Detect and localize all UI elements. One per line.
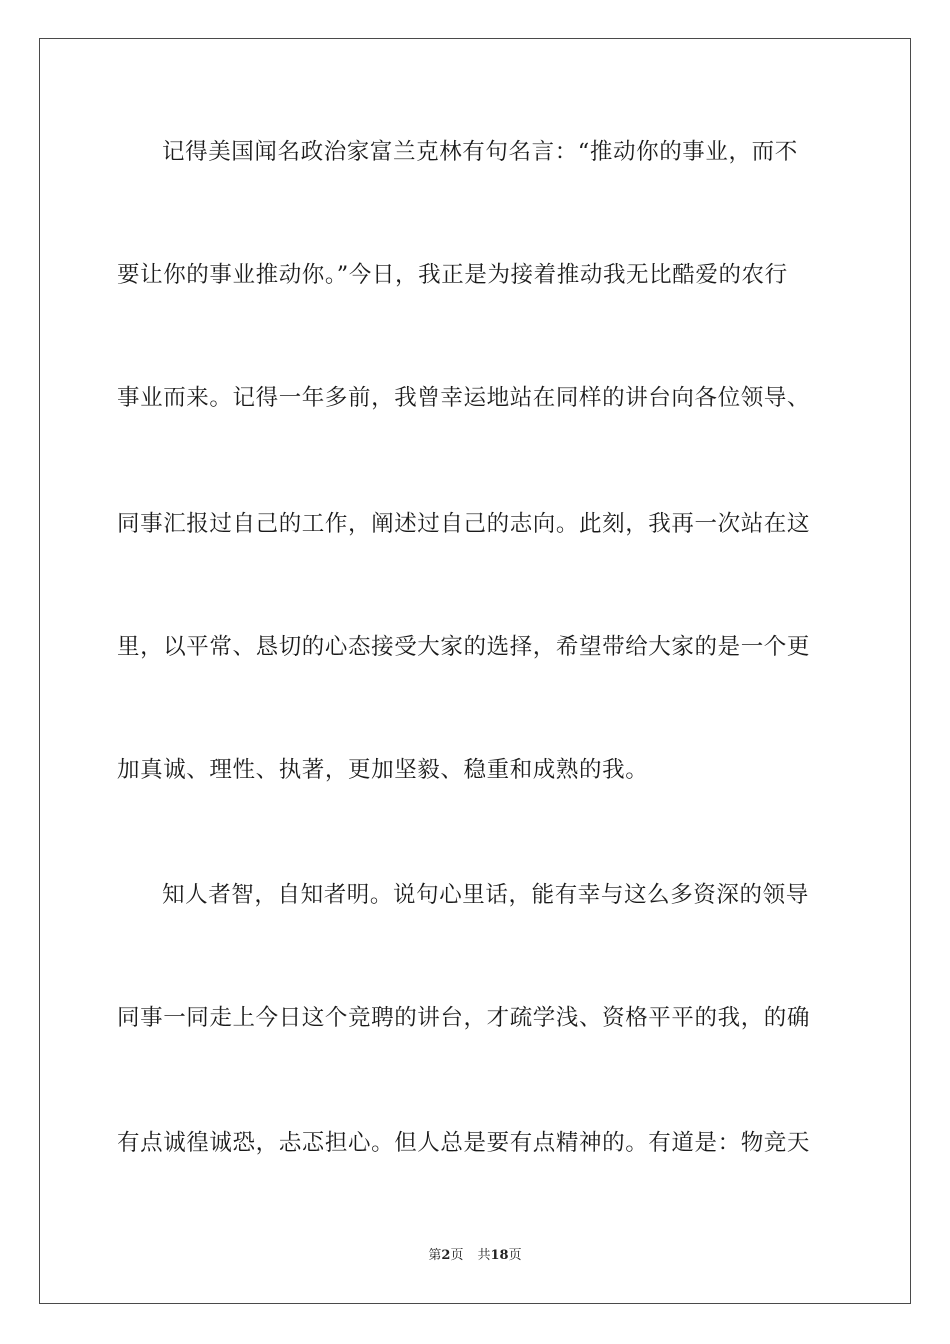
paragraph-2-line-2: 同事一同走上今日这个竞聘的讲台，才疏学浅、资格平平的我，的确 bbox=[117, 1005, 811, 1031]
paragraph-2-line-1: 知人者智，自知者明。说句心里话，能有幸与这么多资深的领导 bbox=[162, 882, 809, 908]
total-pages: 18 bbox=[490, 1248, 509, 1263]
page-footer bbox=[0, 1247, 950, 1265]
page-border bbox=[39, 38, 911, 1304]
page-number: 2 bbox=[441, 1248, 451, 1263]
total-prefix: 共 bbox=[477, 1248, 491, 1263]
paragraph-1-line-1: 记得美国闻名政治家富兰克林有句名言：“推动你的事业，而不 bbox=[162, 139, 798, 165]
total-suffix: 页 bbox=[508, 1248, 522, 1263]
page-suffix: 页 bbox=[450, 1248, 464, 1263]
paragraph-2-line-3: 有点诚徨诚恐，忐忑担心。但人总是要有点精神的。有道是：物竞天 bbox=[117, 1130, 811, 1156]
paragraph-1-line-5: 里，以平常、恳切的心态接受大家的选择，希望带给大家的是一个更 bbox=[117, 634, 811, 660]
paragraph-1-line-2: 要让你的事业推动你。”今日，我正是为接着推动我无比酷爱的农行 bbox=[117, 262, 788, 288]
paragraph-1-line-3: 事业而来。记得一年多前，我曾幸运地站在同样的讲台向各位领导、 bbox=[117, 385, 811, 411]
paragraph-1-line-6: 加真诚、理性、执著，更加坚毅、稳重和成熟的我。 bbox=[117, 757, 649, 783]
page-prefix: 第 bbox=[428, 1248, 442, 1263]
paragraph-1-line-4: 同事汇报过自己的工作，阐述过自己的志向。此刻，我再一次站在这 bbox=[117, 511, 811, 537]
